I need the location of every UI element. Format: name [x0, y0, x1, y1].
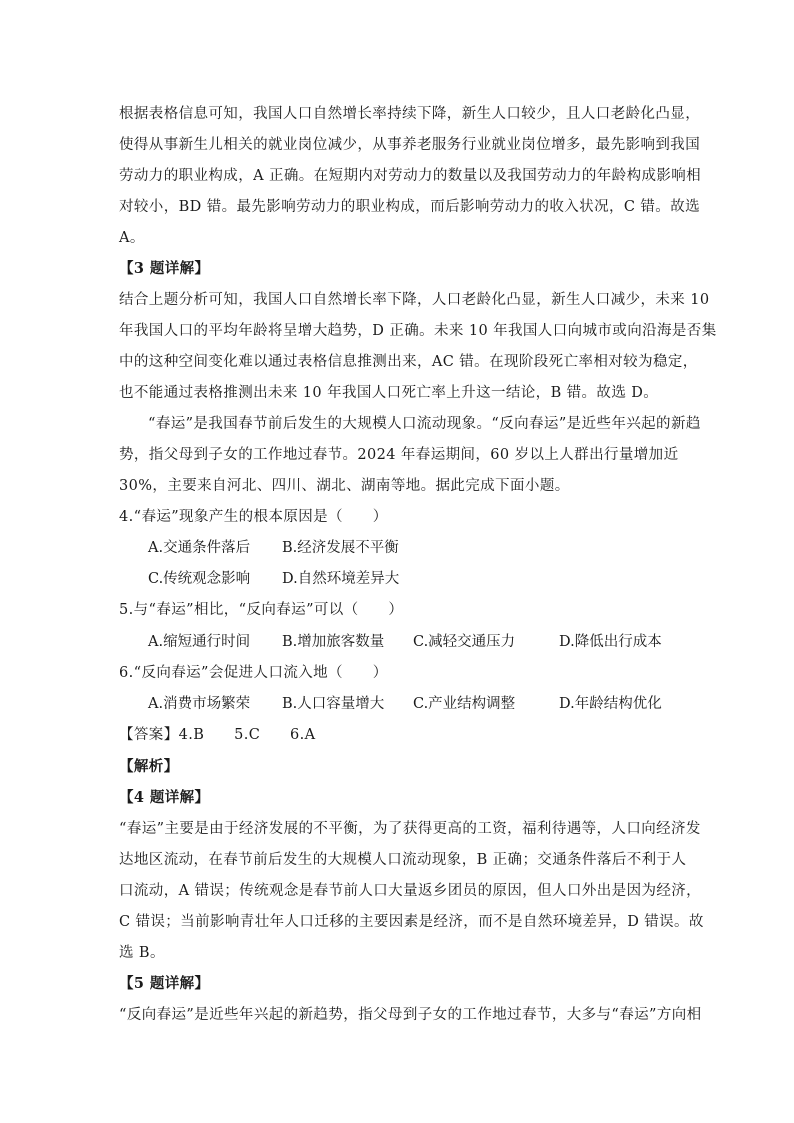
paragraph-line: “春运”主要是由于经济发展的不平衡，为了获得更高的工资，福利待遇等，人口向经济发	[119, 821, 701, 837]
paragraph-line: 年我国人口的平均年龄将呈增大趋势，D 正确。未来 10 年我国人口向城市或向沿海是否集	[119, 323, 717, 339]
paragraph-line: 根据表格信息可知，我国人口自然增长率持续下降，新生人口较少，且人口老龄化凸显，	[119, 106, 701, 122]
option-a: A.交通条件落后	[148, 540, 251, 556]
question-6-stem: 6.“反向春运”会促进人口流入地（ ）	[119, 665, 388, 681]
paragraph-line: 选 B。	[119, 945, 165, 961]
paragraph-line: 使得从事新生儿相关的就业岗位减少，从事养老服务行业就业岗位增多，最先影响到我国	[119, 137, 701, 153]
option-d: D.自然环境差异大	[282, 571, 400, 587]
option-b: B.人口容量增大	[282, 696, 385, 712]
option-c: C.传统观念影响	[148, 571, 251, 587]
intro-line: “春运”是我国春节前后发生的大规模人口流动现象。“反向春运”是近些年兴起的新趋	[148, 416, 701, 432]
paragraph-line: A。	[119, 230, 145, 246]
section-heading-q3: 【3 题详解】	[119, 260, 210, 277]
paragraph-line: 也不能通过表格推测出未来 10 年我国人口死亡率上升这一结论，B 错。故选 D。	[119, 385, 659, 401]
option-c: C.减轻交通压力	[413, 634, 516, 650]
paragraph-line: 结合上题分析可知，我国人口自然增长率下降，人口老龄化凸显，新生人口减少，未来 10	[119, 292, 710, 308]
option-d: D.降低出行成本	[559, 634, 662, 650]
section-heading-q4: 【4 题详解】	[119, 789, 210, 806]
paragraph-line: 中的这种空间变化难以通过表格信息推测出来，AC 错。在现阶段死亡率相对较为稳定，	[119, 354, 698, 370]
option-c: C.产业结构调整	[413, 696, 516, 712]
option-a: A.消费市场繁荣	[148, 696, 251, 712]
analysis-heading: 【解析】	[119, 758, 179, 775]
paragraph-line: 劳动力的职业构成，A 正确。在短期内对劳动力的数量以及我国劳动力的年龄构成影响相	[119, 168, 702, 184]
intro-line: 势，指父母到子女的工作地过春节。2024 年春运期间，60 岁以上人群出行量增加近	[119, 447, 679, 463]
option-b: B.经济发展不平衡	[282, 540, 399, 556]
answer-line: 【答案】4.B 5.C 6.A	[119, 727, 316, 743]
intro-line: 30%，主要来自河北、四川、湖北、湖南等地。据此完成下面小题。	[119, 478, 570, 494]
paragraph-line: “反向春运”是近些年兴起的新趋势，指父母到子女的工作地过春节，大多与“春运”方向相	[119, 1007, 702, 1023]
question-4-stem: 4.“春运”现象产生的根本原因是（ ）	[119, 509, 388, 525]
paragraph-line: 对较小，BD 错。最先影响劳动力的职业构成，而后影响劳动力的收入状况，C 错。故选	[119, 199, 700, 215]
option-b: B.增加旅客数量	[282, 634, 385, 650]
question-5-stem: 5.与“春运”相比，“反向春运”可以（ ）	[119, 602, 404, 618]
option-d: D.年龄结构优化	[559, 696, 662, 712]
paragraph-line: 达地区流动，在春节前后发生的大规模人口流动现象，B 正确；交通条件落后不利于人	[119, 852, 687, 868]
paragraph-line: 口流动，A 错误；传统观念是春节前人口大量返乡团员的原因，但人口外出是因为经济，	[119, 883, 702, 899]
paragraph-line: C 错误；当前影响青壮年人口迁移的主要因素是经济，而不是自然环境差异，D 错误。故	[119, 914, 704, 930]
section-heading-q5: 【5 题详解】	[119, 975, 210, 992]
option-a: A.缩短通行时间	[148, 634, 251, 650]
